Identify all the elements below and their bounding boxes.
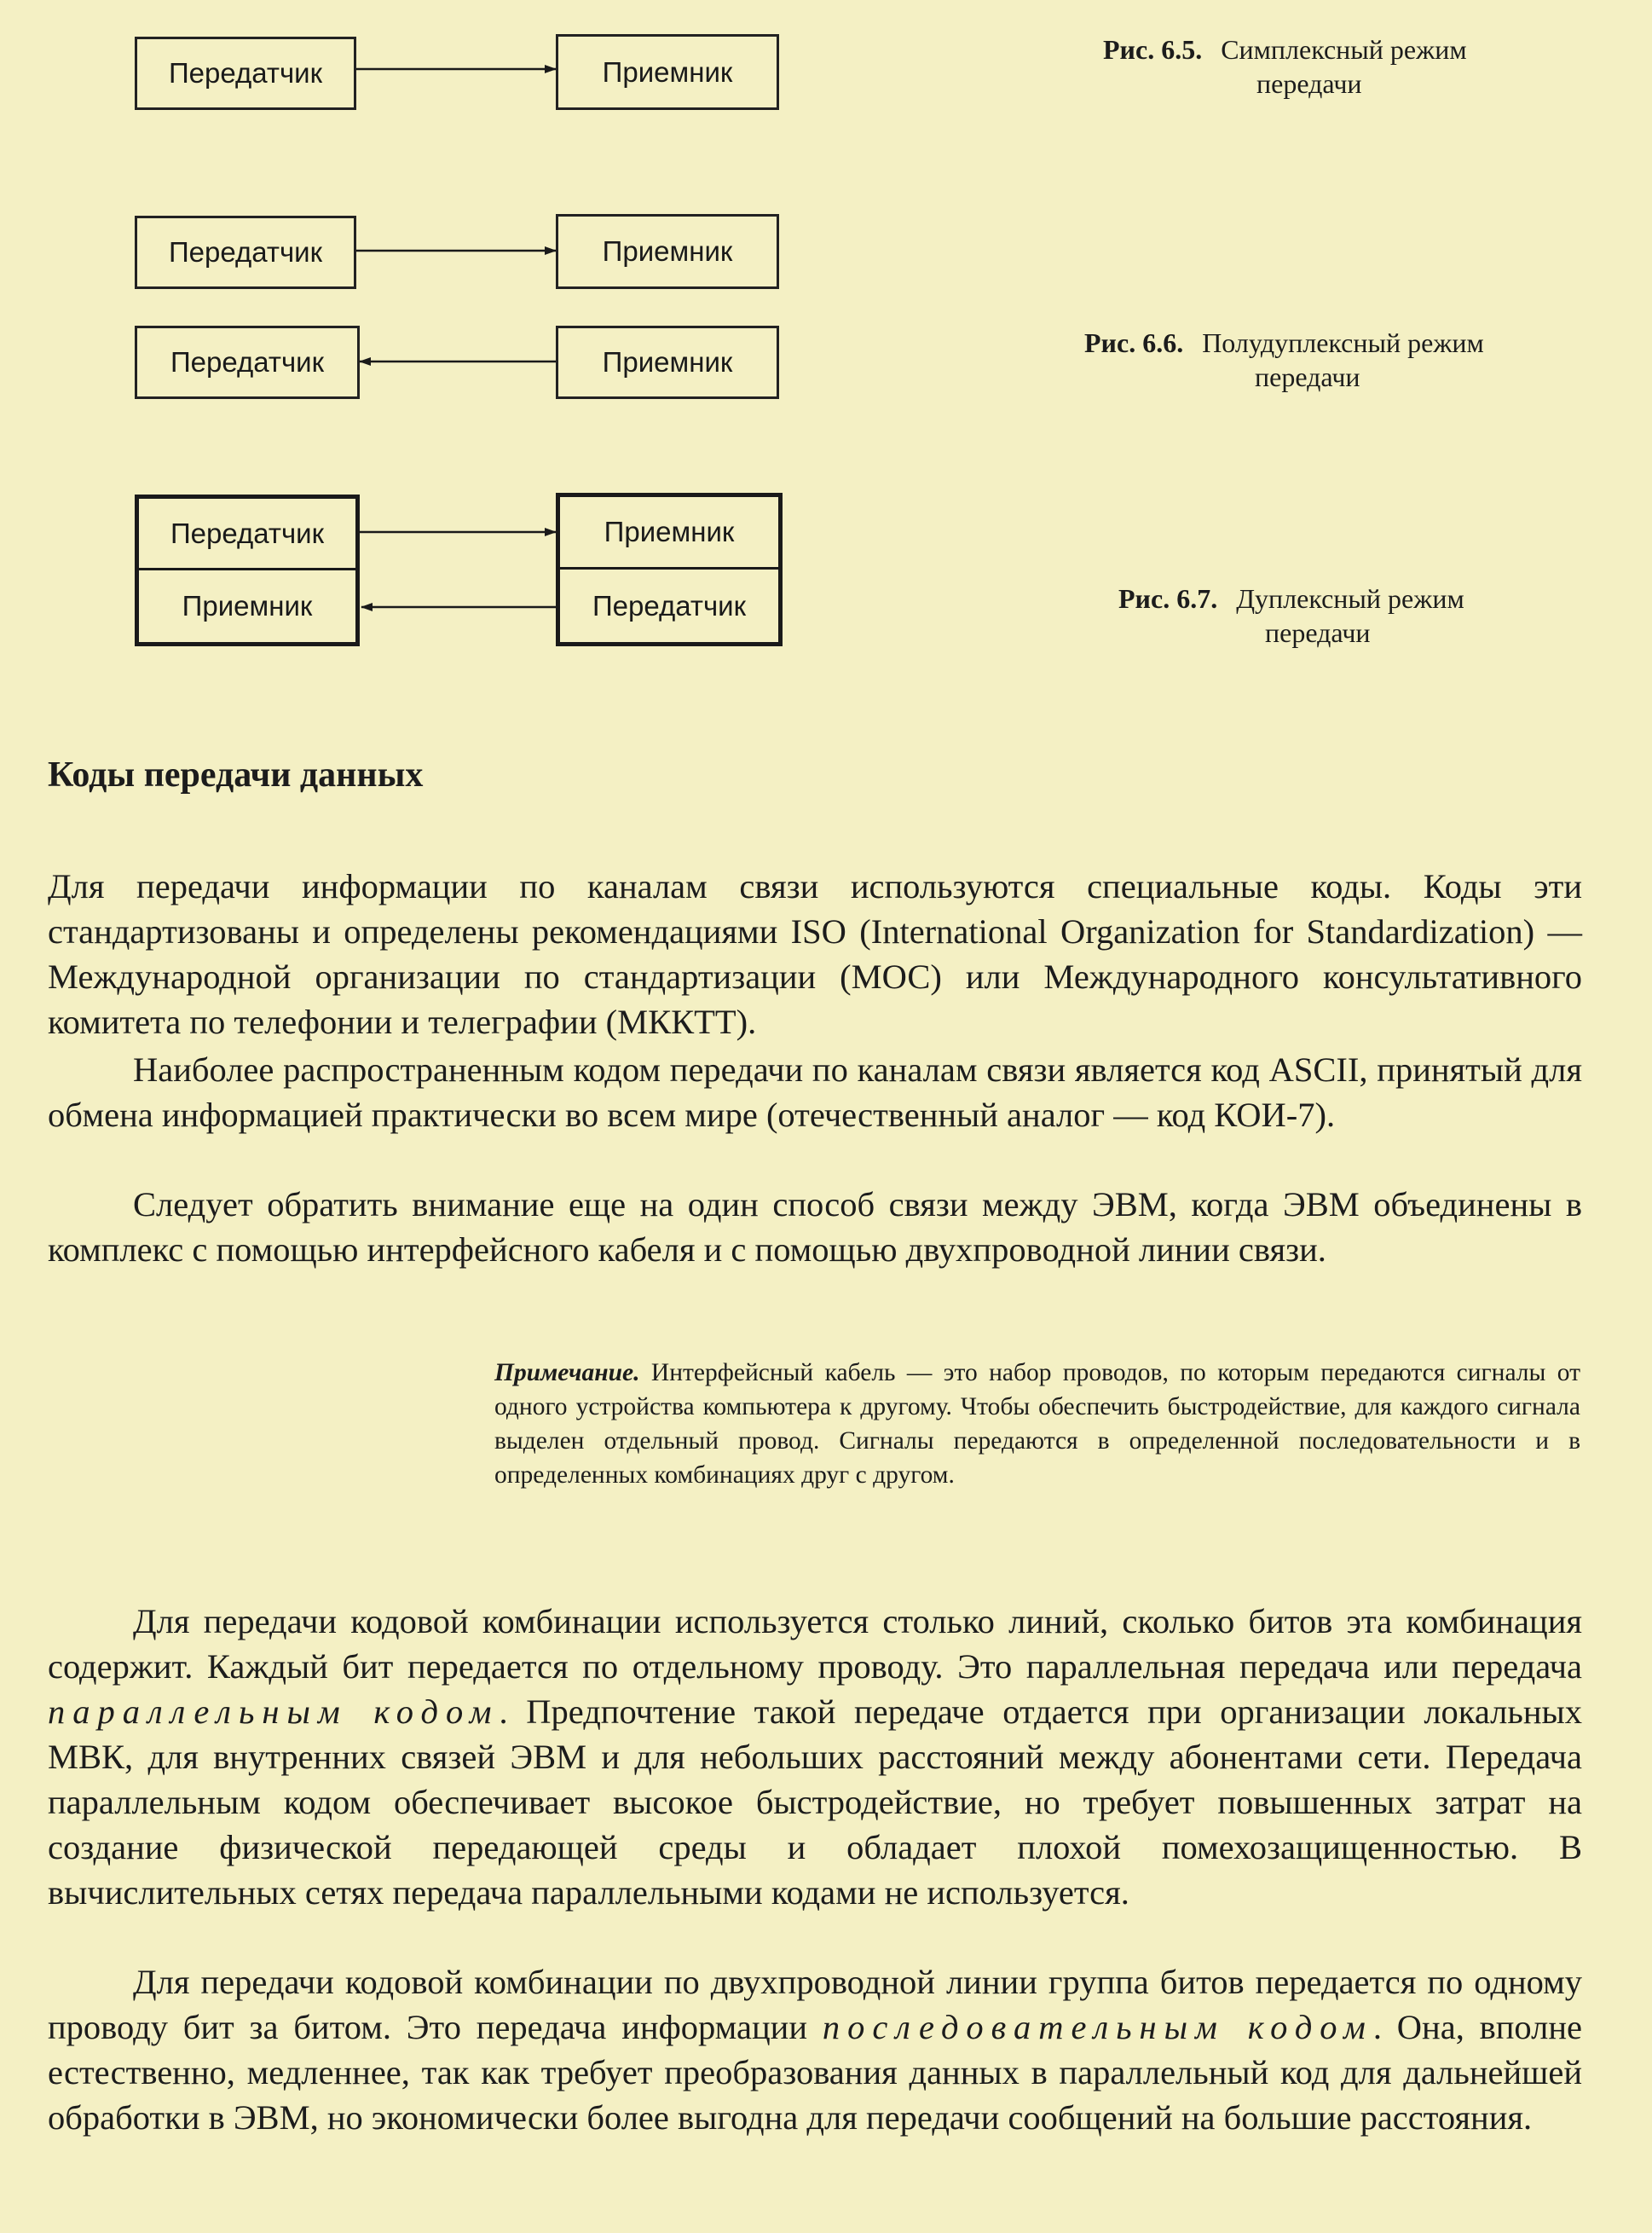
note-text: Интерфейсный кабель — это набор проводов, по которым передаются сигналы от одного устройства компьютера к другому. Чтобы обеспечить быстродействие, для каждого сигнала выделен отдельный провод. Сигналы передаются в определенной последовательности и в определенных комбинациях друг с другом. xyxy=(494,1359,1580,1489)
duplex-left-sender: Передатчик xyxy=(139,499,355,570)
caption-text-line2: передачи xyxy=(1265,617,1371,648)
half-duplex-sender-box-2 xyxy=(135,326,360,399)
figure-caption-6-5 xyxy=(1103,32,1467,101)
paragraph-4-part-2: . Предпочтение такой передаче отдается при организации локальных МВК, для внутренних связей ЭВМ и для небольших расстояний между абонентами сети. Передача параллельным кодом обеспечивает высокое быстродействие, но требует повышенных затрат на создание физической передающей среды и обладает плохой помехозащищенностью. В вычислительных сетях передача параллельными кодами не используется. xyxy=(48,1692,1582,1912)
duplex-right-receiver: Приемник xyxy=(560,497,778,570)
figure-caption-6-6 xyxy=(1084,326,1484,394)
half-duplex-receiver-box-2 xyxy=(556,326,779,399)
simplex-receiver-box xyxy=(556,34,779,110)
caption-text-line2: передачи xyxy=(1256,68,1362,99)
duplex-right-sender: Передатчик xyxy=(592,589,747,622)
half-duplex-receiver-label-1: Приемник xyxy=(602,235,733,267)
paragraph-3: Следует обратить внимание еще на один способ связи между ЭВМ, когда ЭВМ объединены в комплекс с помощью интерфейсного кабеля и с помощью двухпроводной линии связи. xyxy=(48,1185,1582,1269)
half-duplex-receiver-box-1 xyxy=(556,214,779,289)
duplex-right-node xyxy=(556,493,783,646)
paragraph-5 xyxy=(48,1959,1582,2140)
section-heading: Коды передачи данных xyxy=(48,755,424,795)
figure-caption-6-7 xyxy=(1118,581,1464,650)
half-duplex-sender-box-1 xyxy=(135,216,356,289)
duplex-left-receiver: Приемник xyxy=(182,590,313,622)
paragraph-5-part-1: Для передачи кодовой комбинации по двухпроводной линии группа битов передается по одному проводу бит за битом. Это передача информации xyxy=(48,1963,1582,2046)
paragraph-1: Для передачи информации по каналам связи используются специальные коды. Коды эти стандартизованы и определены рекомендациями ISO (International Organization for Standardization) — Международной организации по стандартизации (МОС) или Международного консультативного комитета по телефонии и телеграфии (МККТТ). xyxy=(48,867,1582,1041)
paragraph-4-part-1: Для передачи кодовой комбинации используется столько линий, сколько битов эта комбинация содержит. Каждый бит передается по отдельному проводу. Это параллельная передача или передача xyxy=(48,1602,1582,1686)
simplex-receiver-label: Приемник xyxy=(602,55,733,88)
term-serial-code: последовательным кодом xyxy=(822,2008,1373,2046)
paragraph-4 xyxy=(48,1599,1582,1915)
half-duplex-sender-label-2: Передатчик xyxy=(170,346,325,378)
paragraph-2: Наиболее распространенным кодом передачи по каналам связи является код ASCII, принятый для обмена информацией практически во всем мире (отечественный аналог — код КОИ-7). xyxy=(48,1050,1582,1134)
caption-number: Рис. 6.5. xyxy=(1103,34,1203,65)
simplex-sender-label: Передатчик xyxy=(168,57,323,89)
half-duplex-receiver-label-2: Приемник xyxy=(602,346,733,378)
caption-text: Симплексный режим xyxy=(1221,34,1467,65)
term-parallel-code: параллельным кодом xyxy=(48,1692,500,1731)
caption-number: Рис. 6.6. xyxy=(1084,327,1184,358)
simplex-sender-box xyxy=(135,37,356,110)
caption-text: Дуплексный режим xyxy=(1236,583,1464,614)
duplex-left-node xyxy=(135,495,360,646)
note-label: Примечание. xyxy=(494,1359,640,1386)
caption-text: Полудуплексный режим xyxy=(1202,327,1484,358)
note-block xyxy=(494,1356,1580,1492)
caption-number: Рис. 6.7. xyxy=(1118,583,1218,614)
half-duplex-sender-label-1: Передатчик xyxy=(168,236,323,268)
caption-text-line2: передачи xyxy=(1255,362,1360,392)
paragraph-5-part-2: . Она, вполне естественно, медленнее, так как требует преобразования данных в параллельный код для дальнейшей обработки в ЭВМ, но экономически более выгодна для передачи сообщений на большие расстояния. xyxy=(48,2008,1582,2137)
